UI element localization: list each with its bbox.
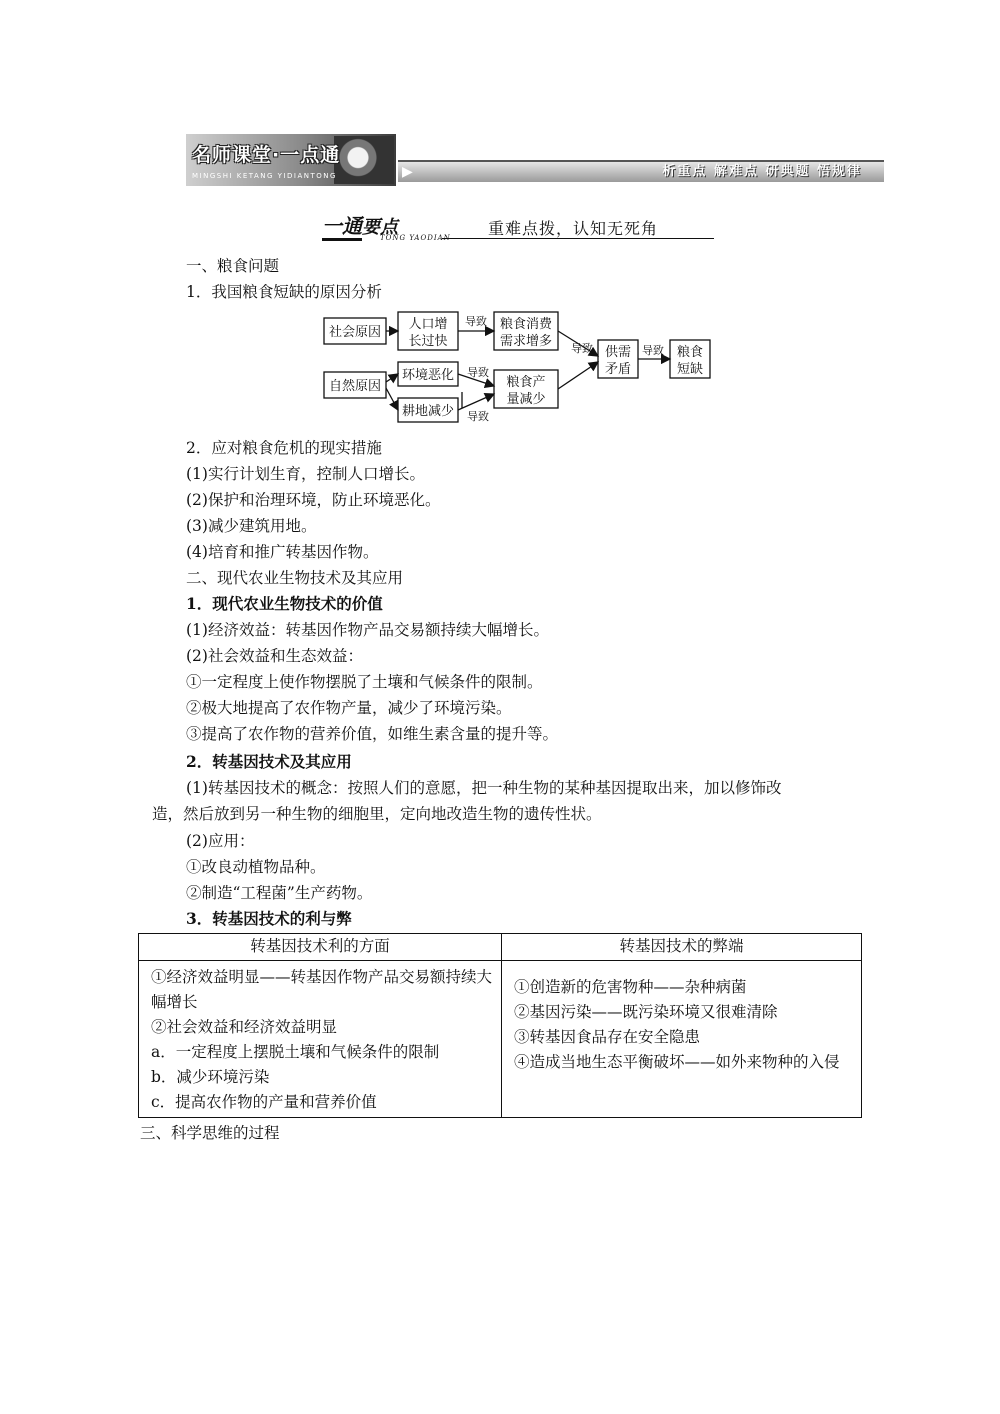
cons-item: ①创造新的危害物种——杂种病菌	[514, 978, 747, 996]
flow-social-cause: 社会原因	[328, 325, 382, 340]
section-logo-rest: 要点	[362, 217, 398, 238]
pros-item: b．减少环境污染	[151, 1068, 270, 1086]
value-line: ②极大地提高了农作物产量，减少了环境污染。	[186, 699, 512, 717]
part2-sub2: 2．转基因技术及其应用	[186, 752, 352, 771]
measure-item: (4)培育和推广转基因作物。	[186, 543, 379, 561]
part1-heading: 一、粮食问题	[186, 257, 280, 275]
banner-pinyin: MINGSHI KETANG YIDIANTONG	[192, 172, 337, 180]
pros-item: a．一定程度上摆脱土壤和气候条件的限制	[151, 1043, 440, 1061]
value-line: ③提高了农作物的营养价值，如维生素含量的提升等。	[186, 725, 559, 743]
flow-shortage-2: 短缺	[676, 362, 704, 377]
banner-title: 名师课堂·一点通	[192, 144, 341, 166]
measure-item: (1)实行计划生育，控制人口增长。	[186, 465, 425, 483]
table-header-cons: 转基因技术的弊端	[502, 934, 862, 961]
pros-item: ②社会效益和经济效益明显	[151, 1018, 338, 1036]
section-header	[322, 210, 714, 242]
flow-label-2: 导致	[467, 366, 489, 379]
part2-sub3: 3．转基因技术的利与弊	[186, 909, 352, 928]
value-line: (2)社会效益和生态效益：	[186, 647, 363, 665]
flow-label-4: 导致	[571, 342, 593, 355]
flow-output-2: 量减少	[506, 392, 546, 407]
table-header-pros: 转基因技术利的方面	[139, 934, 502, 961]
flow-shortage-1: 粮食	[676, 345, 704, 360]
value-line: ①一定程度上使作物摆脱了土壤和气候条件的限制。	[186, 673, 543, 691]
flow-label-1: 导致	[465, 315, 487, 328]
part2-heading: 二、现代农业生物技术及其应用	[186, 569, 404, 587]
part1-sub2: 2．应对粮食危机的现实措施	[186, 439, 382, 457]
banner-photo	[334, 136, 394, 184]
banner-logo	[186, 134, 396, 186]
flow-demand-2: 需求增多	[499, 334, 553, 349]
flow-natural-cause: 自然原因	[328, 379, 382, 394]
part2-sub1: 1．现代农业生物技术的价值	[186, 594, 383, 613]
table-cell-cons	[502, 961, 862, 1118]
value-line: (1)经济效益：转基因作物产品交易额持续大幅增长。	[186, 621, 549, 639]
flow-contradiction-2: 矛盾	[604, 362, 632, 377]
cause-flowchart	[322, 308, 722, 430]
cons-item: ③转基因食品存在安全隐患	[514, 1028, 701, 1046]
measure-item: (2)保护和治理环境，防止环境恶化。	[186, 491, 441, 509]
pros-item: ①经济效益明显——转基因作物产品交易额持续大幅增长	[151, 968, 493, 1011]
banner-tagline: 析重点 解难点 研典题 悟规律	[662, 164, 862, 179]
flow-output-1: 粮食产	[506, 375, 546, 390]
play-arrow-icon: ▶	[402, 164, 413, 180]
measure-item: (3)减少建筑用地。	[186, 517, 317, 535]
section-logo-pinyin: TONG YAODIAN	[380, 234, 451, 242]
flow-label-3: 导致	[467, 410, 489, 423]
banner	[186, 134, 884, 186]
flow-label-5: 导致	[642, 344, 664, 357]
flow-env: 环境恶化	[401, 368, 455, 383]
cons-item: ④造成当地生态平衡破坏——如外来物种的入侵	[514, 1053, 840, 1071]
banner-bar	[398, 160, 884, 182]
pros-item: c．提高农作物的产量和营养价值	[151, 1093, 377, 1111]
flow-population-2: 长过快	[408, 334, 448, 349]
app-line: (2)应用：	[186, 832, 255, 850]
app-line: ②制造“工程菌”生产药物。	[186, 884, 373, 902]
flow-contradiction-1: 供需	[604, 345, 632, 360]
table-cell-pros	[139, 961, 502, 1118]
flow-land: 耕地减少	[401, 404, 455, 419]
app-line: ①改良动植物品种。	[186, 858, 326, 876]
section-logo-first: 一通	[322, 214, 362, 241]
section-subtitle: 重难点拨，认知无死角	[488, 219, 659, 238]
section-underline	[442, 238, 714, 239]
flow-population-1: 人口增	[408, 317, 448, 332]
part3-heading: 三、科学思维的过程	[140, 1124, 280, 1142]
pros-cons-table	[138, 933, 862, 1118]
cons-item: ②基因污染——既污染环境又很难清除	[514, 1003, 778, 1021]
flow-demand-1: 粮食消费	[499, 317, 553, 332]
concept-line-1: (1)转基因技术的概念：按照人们的意愿，把一种生物的某种基因提取出来，加以修饰改	[186, 779, 782, 797]
concept-line-2: 造，然后放到另一种生物的细胞里，定向地改造生物的遗传性状。	[152, 805, 602, 823]
part1-sub1: 1．我国粮食短缺的原因分析	[186, 283, 382, 301]
